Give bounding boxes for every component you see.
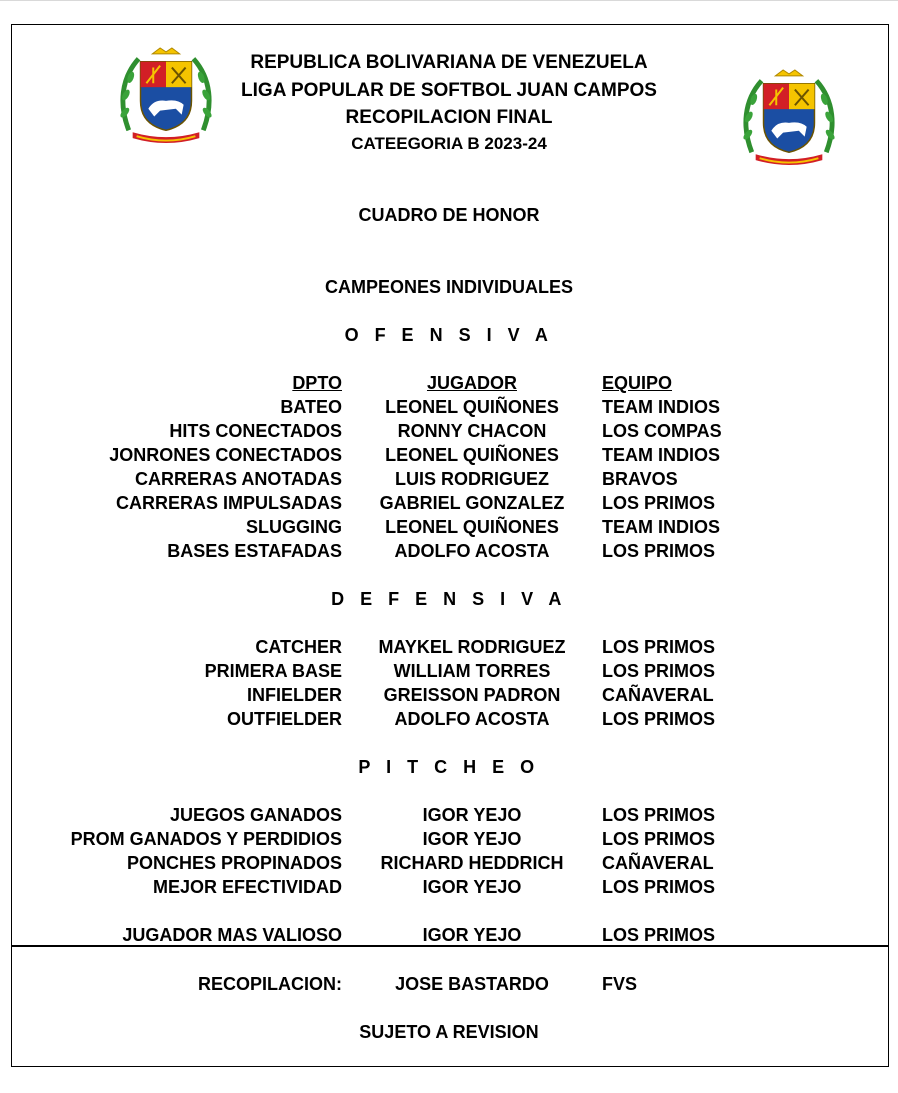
column-header-team: EQUIPO (602, 373, 673, 393)
column-header-player: JUGADOR (426, 373, 517, 393)
table-row-team: CAÑAVERAL (602, 685, 714, 705)
table-row-team: LOS COMPAS (602, 421, 722, 441)
table-row-dept: CARRERAS IMPULSADAS (115, 493, 342, 513)
section-ofensiva-title: O F E N S I V A (344, 325, 554, 345)
table-row-dept: PROM GANADOS Y PERDIDIOS (70, 829, 342, 849)
top-rule (0, 0, 898, 1)
table-row-dept: INFIELDER (246, 685, 342, 705)
table-row-player: RONNY CHACON (397, 421, 547, 441)
table-row-dept: PONCHES PROPINADOS (126, 853, 342, 873)
table-row-team: BRAVOS (602, 469, 678, 489)
revision-note: SUJETO A REVISION (359, 1022, 539, 1042)
individual-title: CAMPEONES INDIVIDUALES (324, 277, 574, 297)
table-row-team: LOS PRIMOS (602, 829, 716, 849)
table-row-player: MAYKEL RODRIGUEZ (378, 637, 566, 657)
table-row-team: LOS PRIMOS (602, 493, 716, 513)
mvp-dept: JUGADOR MAS VALIOSO (122, 925, 342, 945)
table-row-team: LOS PRIMOS (602, 541, 716, 561)
section-defensiva-title: D E F E N S I V A (331, 589, 567, 609)
table-row-player: ADOLFO ACOSTA (394, 709, 550, 729)
compiler-name: JOSE BASTARDO (395, 974, 549, 994)
table-row-player: LEONEL QUIÑONES (385, 397, 559, 417)
table-row-team: LOS PRIMOS (602, 805, 716, 825)
table-row-dept: JUEGOS GANADOS (169, 805, 342, 825)
table-row-team: TEAM INDIOS (602, 517, 721, 537)
table-row-dept: PRIMERA BASE (204, 661, 342, 681)
table-row-player: IGOR YEJO (422, 877, 522, 897)
compiler-org: FVS (602, 974, 638, 994)
table-row-team: LOS PRIMOS (602, 637, 716, 657)
honor-title: CUADRO DE HONOR (358, 205, 540, 225)
table-row-dept: HITS CONECTADOS (169, 421, 342, 441)
table-row-player: GREISSON PADRON (383, 685, 561, 705)
table-row-player: LUIS RODRIGUEZ (394, 469, 549, 489)
table-row-player: WILLIAM TORRES (393, 661, 551, 681)
table-row-player: LEONEL QUIÑONES (385, 445, 559, 465)
table-row-team: TEAM INDIOS (602, 397, 721, 417)
header-category: CATEEGORIA B 2023-24 (351, 134, 547, 153)
table-row-dept: OUTFIELDER (227, 709, 342, 729)
header-title: RECOPILACION FINAL (345, 107, 553, 128)
table-row-dept: JONRONES CONECTADOS (109, 445, 342, 465)
compiler-label: RECOPILACION: (198, 974, 342, 994)
header-league: LIGA POPULAR DE SOFTBOL JUAN CAMPOS (241, 80, 657, 101)
column-header-dept: DPTO (292, 373, 342, 393)
table-row-player: IGOR YEJO (422, 805, 522, 825)
table-row-team: LOS PRIMOS (602, 709, 716, 729)
table-row-team: CAÑAVERAL (602, 853, 714, 873)
mvp-team: LOS PRIMOS (602, 925, 716, 945)
table-row-player: GABRIEL GONZALEZ (379, 493, 565, 513)
mvp-player: IGOR YEJO (422, 925, 522, 945)
table-row-dept: SLUGGING (245, 517, 342, 537)
table-row-team: LOS PRIMOS (602, 661, 716, 681)
table-row-team: TEAM INDIOS (602, 445, 721, 465)
table-row-dept: BATEO (280, 397, 342, 417)
table-row-player: LEONEL QUIÑONES (385, 517, 559, 537)
header-republic: REPUBLICA BOLIVARIANA DE VENEZUELA (250, 52, 648, 73)
table-row-player: ADOLFO ACOSTA (394, 541, 550, 561)
table-row-dept: BASES ESTAFADAS (167, 541, 342, 561)
table-row-player: IGOR YEJO (422, 829, 522, 849)
table-row-player: RICHARD HEDDRICH (380, 853, 564, 873)
table-row-team: LOS PRIMOS (602, 877, 716, 897)
table-row-dept: CATCHER (255, 637, 342, 657)
table-row-dept: CARRERAS ANOTADAS (135, 469, 342, 489)
section-pitcheo-title: P I T C H E O (358, 757, 540, 777)
table-row-dept: MEJOR EFECTIVIDAD (152, 877, 342, 897)
